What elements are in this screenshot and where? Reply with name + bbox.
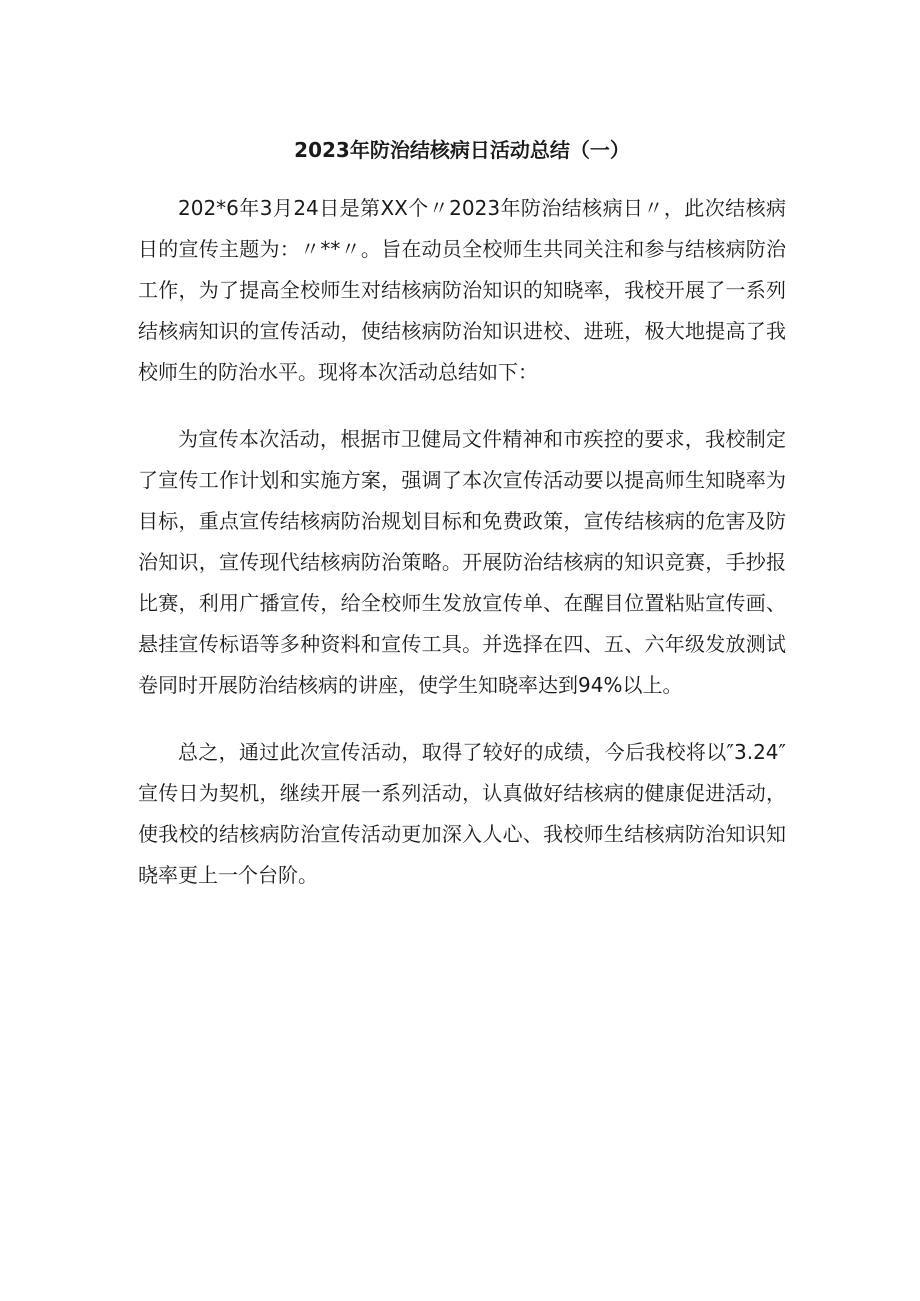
paragraph-intro: 202*6年3月24日是第XX个〃2023年防治结核病日〃，此次结核病日的宣传主题为：〃**〃。旨在动员全校师生共同关注和参与结核病防治工作，为了提高全校师生对结核病防治知识的知晓率，我校开展了一系列结核病知识的宣传活动，使结核病防治知识进校、进班，极大地提高了我校师生的防治水平。现将本次活动总结如下： <box>138 196 786 384</box>
document-body <box>138 132 786 922</box>
paragraph-conclusion: 总之，通过此次宣传活动，取得了较好的成绩，今后我校将以″3.24″宣传日为契机，继续开展一系列活动，认真做好结核病的健康促进活动，使我校的结核病防治宣传活动更加深入人心、我校师生结核病防治知识知晓率更上一个台阶。 <box>138 740 786 887</box>
document-title: 2023年防治结核病日活动总结（一） <box>294 138 630 162</box>
paragraph-activities: 为宣传本次活动，根据市卫健局文件精神和市疾控的要求，我校制定了宣传工作计划和实施方案，强调了本次宣传活动要以提高师生知晓率为目标，重点宣传结核病防治规划目标和免费政策，宣传结核病的危害及防治知识，宣传现代结核病防治策略。开展防治结核病的知识竞赛，手抄报比赛，利用广播宣传，给全校师生发放宣传单、在醒目位置粘贴宣传画、悬挂宣传标语等多种资料和宣传工具。并选择在四、五、六年级发放测试卷同时开展防治结核病的讲座，使学生知晓率达到94%以上。 <box>138 427 786 697</box>
